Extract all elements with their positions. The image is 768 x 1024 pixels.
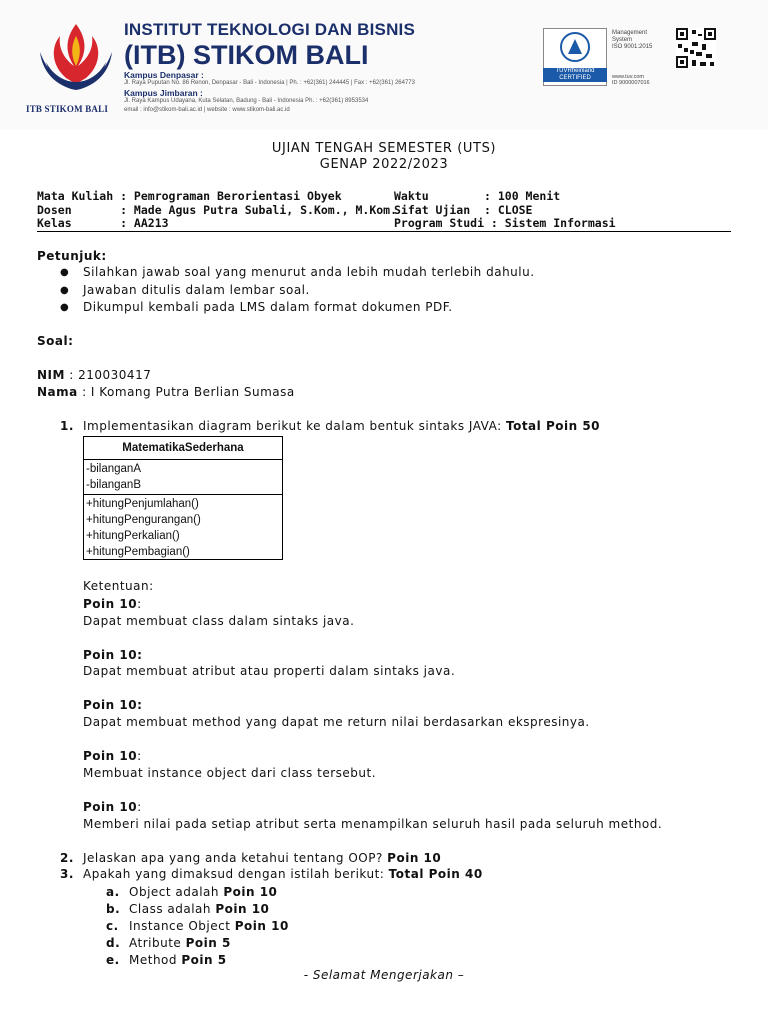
criteria-points: Poin 10:	[83, 648, 143, 662]
criteria-description: Dapat membuat method yang dapat me return nilai berdasarkan ekspresinya.	[83, 715, 590, 729]
cert-website: www.tuv.com ID 9000007016	[612, 74, 650, 86]
criteria-points: Poin 10:	[83, 597, 142, 611]
sub-question-text: Method Poin 5	[129, 953, 227, 967]
exam-title: UJIAN TENGAH SEMESTER (UTS)	[271, 141, 497, 156]
cert-description: Management System ISO 9001:2015	[612, 30, 653, 50]
uml-method: +hitungPembagian()	[86, 546, 190, 558]
sub-question-letter: c.	[106, 919, 119, 933]
student-nim: NIM : 210030417	[37, 368, 152, 382]
logo-caption: ITB STIKOM BALI	[26, 104, 109, 114]
uml-attributes	[84, 460, 282, 495]
closing-message: - Selamat Mengerjakan –	[303, 968, 465, 982]
uml-methods	[84, 495, 282, 561]
info-lecturer: Dosen : Made Agus Putra Subali, S.Kom., M.Kom.	[37, 203, 398, 217]
student-name: Nama : I Komang Putra Berlian Sumasa	[37, 385, 295, 399]
sub-question-letter: b.	[106, 902, 121, 916]
contact-line: email : info@stikom-bali.ac.id | website : www.stikom-bali.ac.id	[124, 107, 290, 113]
question-1-text: Implementasikan diagram berikut ke dalam bentuk sintaks JAVA: Total Poin 50	[83, 419, 601, 433]
sub-question-text: Object adalah Poin 10	[129, 885, 278, 899]
institute-short-name: (ITB) STIKOM BALI	[124, 40, 369, 70]
question-2-text: Jelaskan apa yang anda ketahui tentang OOP? Poin 10	[83, 851, 442, 865]
sub-question-text: Atribute Poin 5	[129, 936, 231, 950]
instruction-item: Jawaban ditulis dalam lembar soal.	[83, 283, 310, 297]
criteria-points: Poin 10:	[83, 698, 143, 712]
bullet-icon: ●	[60, 302, 69, 313]
uml-method: +hitungPerkalian()	[86, 530, 180, 542]
instruction-item: Dikumpul kembali pada LMS dalam format dokumen PDF.	[83, 300, 453, 314]
cert-badge-label: TÜVRheinland CERTIFIED	[543, 68, 607, 82]
uml-method: +hitungPengurangan()	[86, 514, 201, 526]
institute-name: INSTITUT TEKNOLOGI DAN BISNIS	[124, 20, 416, 39]
instruction-item: Silahkan jawab soal yang menurut anda lebih mudah terlebih dahulu.	[83, 265, 535, 279]
question-3-text: Apakah yang dimaksud dengan istilah berikut: Total Poin 40	[83, 867, 483, 881]
questions-heading: Soal:	[37, 334, 74, 348]
campus-denpasar-address: Jl. Raya Puputan No. 86 Renon, Denpasar - Bali - Indonesia | Ph. : +62(361) 244445 | Fax : +62(361) 264773	[124, 80, 415, 86]
instructions-heading: Petunjuk:	[37, 249, 107, 263]
exam-subtitle: GENAP 2022/2023	[319, 157, 449, 172]
sub-question-text: Class adalah Poin 10	[129, 902, 270, 916]
criteria-points: Poin 10:	[83, 749, 142, 763]
question-number: 3.	[60, 867, 74, 881]
uml-attribute: -bilanganB	[86, 479, 141, 491]
criteria-heading: Ketentuan:	[83, 579, 154, 593]
criteria-points: Poin 10:	[83, 800, 142, 814]
campus-jimbaran-title: Kampus Jimbaran :	[124, 88, 203, 98]
letterhead	[0, 0, 768, 130]
criteria-description: Membuat instance object dari class tersebut.	[83, 766, 377, 780]
info-exam-type: Sifat Ujian : CLOSE	[394, 203, 533, 217]
divider	[37, 231, 731, 232]
info-study-program: Program Studi : Sistem Informasi	[394, 216, 616, 230]
tuv-triangle-icon	[544, 29, 606, 69]
uml-class-diagram	[83, 436, 283, 560]
criteria-description: Memberi nilai pada setiap atribut serta menampilkan seluruh hasil pada seluruh method.	[83, 817, 663, 831]
question-number: 1.	[60, 419, 74, 433]
bullet-icon: ●	[60, 267, 69, 278]
qr-code-icon	[676, 28, 716, 68]
sub-question-text: Instance Object Poin 10	[129, 919, 289, 933]
itb-stikom-logo	[36, 22, 116, 92]
uml-method: +hitungPenjumlahan()	[86, 498, 199, 510]
campus-denpasar-title: Kampus Denpasar :	[124, 70, 204, 80]
uml-class-name: MatematikaSederhana	[84, 437, 282, 460]
criteria-description: Dapat membuat atribut atau properti dalam sintaks java.	[83, 664, 456, 678]
info-course: Mata Kuliah : Pemrograman Berorientasi Obyek	[37, 189, 342, 203]
uml-attribute: -bilanganA	[86, 463, 141, 475]
info-class: Kelas : AA213	[37, 216, 169, 230]
campus-jimbaran-address: Jl. Raya Kampus Udayana, Kuta Selatan, Badung - Bali - Indonesia Ph. : +62(361) 8953534	[124, 98, 369, 104]
criteria-description: Dapat membuat class dalam sintaks java.	[83, 614, 355, 628]
question-number: 2.	[60, 851, 74, 865]
sub-question-letter: e.	[106, 953, 120, 967]
sub-question-letter: a.	[106, 885, 120, 899]
info-duration: Waktu : 100 Menit	[394, 189, 561, 203]
bullet-icon: ●	[60, 285, 69, 296]
sub-question-letter: d.	[106, 936, 121, 950]
